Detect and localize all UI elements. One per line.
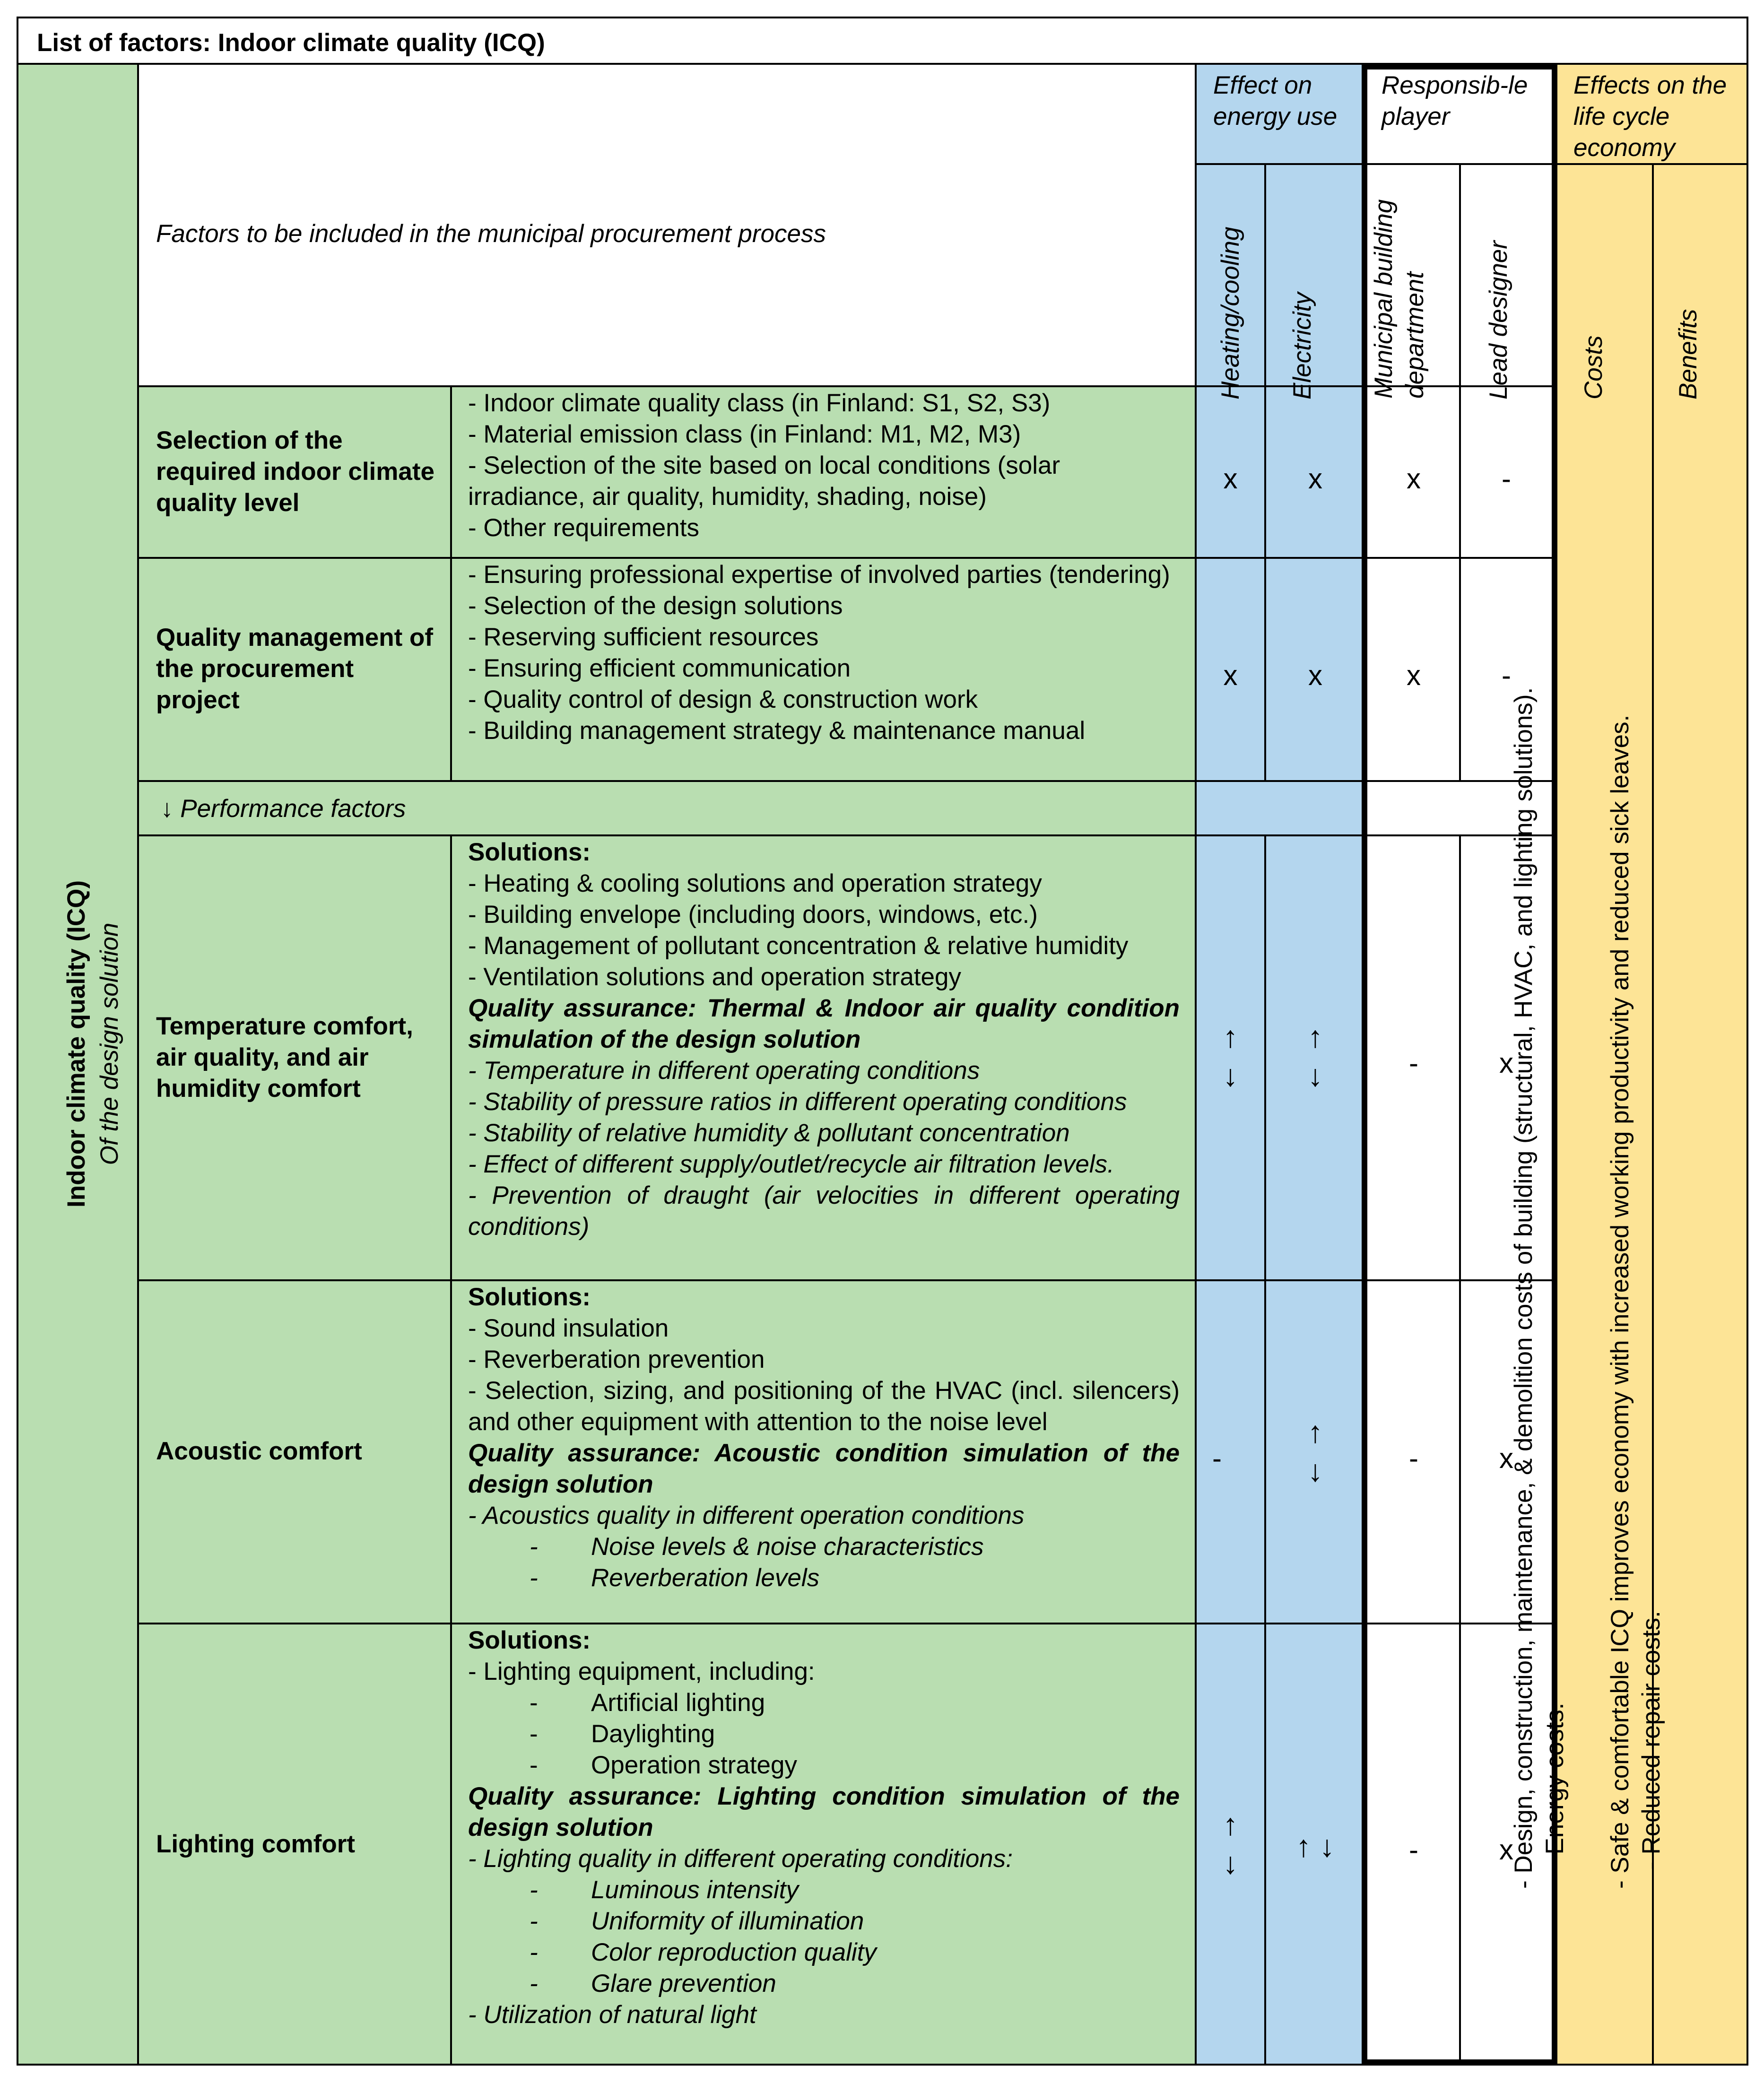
economy-costs-text: - Design, construction, maintenance, & demolition costs of building (structural, HVAC, and lighting solutions). - Energy costs. [1510,687,1569,1889]
mark-r5-designer: x [1499,1834,1513,1866]
mark-r5-electricity: ↑ ↓ [1296,1829,1335,1863]
economy-group-header: Effects on the life cycle economy [1573,71,1727,162]
mark-r3-designer: x [1499,1047,1513,1079]
energy-group-header: Effect on energy use [1213,71,1338,130]
side-label-sub: Of the design solution [96,922,123,1165]
mark-r4-heating: - [1212,1442,1222,1474]
row-items-icq-level: - Indoor climate quality class (in Finland: S1, S2, S3) - Material emission class (in Finland: M1, M2, M3) - Selection of the site based on local conditions (solar irradiance, air quality, humidity, shading, noise) - Other requirements [468,389,1060,542]
mark-r2-heating: x [1223,660,1238,691]
col-lead-designer: Lead designer [1485,241,1512,399]
row-items-temperature-comfort: Solutions: - Heating & cooling solutions and operation strategy - Building envelope (including doors, windows, etc.) - Management of pollutant concentration & relative humidity - Ventilation solutions and operation strategy Quality assurance: Thermal & Indoor air quality condition simulation of the design solution - Temperature in different operating conditions - Stability of pressure ratios in different operating conditions - Stability of relative humidity & pollutant concentration - Effect of different supply/outlet/recycle air filtration levels. - Prevention of draught (air velocities in different operating conditions) [468,838,1180,1241]
mark-r2-municipal: x [1407,660,1421,691]
mark-r2-electricity: x [1308,660,1322,691]
mark-r4-electricity: ↑ ↓ [1308,1415,1323,1488]
mark-r5-municipal: - [1409,1834,1418,1866]
col-electricity: Electricity [1288,292,1316,399]
col-heating-cooling: Heating/cooling [1217,226,1244,399]
row-name-lighting-comfort: Lighting comfort [156,1830,355,1858]
mark-r3-electricity: ↑ ↓ [1308,1020,1323,1093]
col-benefits: Benefits [1674,309,1702,399]
player-group-header: Responsib-le player [1382,71,1528,130]
mark-r4-municipal: - [1409,1442,1418,1474]
side-label-main: Indoor climate quality (ICQ) [62,880,90,1208]
row-name-icq-level: Selection of the required indoor climate quality level [156,426,435,517]
row-items-lighting-comfort: Solutions: - Lighting equipment, including: - Artificial lighting - Daylighting - Operation strategy Quality assurance: Lighting condition simulation of the design solution - Lighting quality in different operating conditions: - Luminous intensity - Uniformity of illumination - Color reproduction quality - Glare prevention - Utilization of natural light [468,1626,1180,2029]
factors-caption: Factors to be included in the municipal procurement process [156,220,826,248]
mark-r3-municipal: - [1409,1047,1418,1079]
mark-r1-heating: x [1223,463,1238,495]
mark-r2-designer: - [1502,660,1511,691]
row-items-quality-management: - Ensuring professional expertise of involved parties (tendering) - Selection of the design solutions - Reserving sufficient resources - Ensuring efficient communication - Quality control of design & construction work - Building management strategy & maintenance manual [468,561,1170,745]
table-title: List of factors: Indoor climate quality (ICQ) [37,29,545,57]
row-name-acoustic-comfort: Acoustic comfort [156,1437,362,1465]
row-name-quality-management: Quality management of the procurement project [156,624,434,714]
col-costs: Costs [1580,335,1608,399]
mark-r5-heating: ↑ ↓ [1223,1807,1238,1880]
mark-r1-designer: - [1502,463,1511,495]
row-name-temperature-comfort: Temperature comfort, air quality, and air humidity comfort [156,1012,413,1103]
mark-r4-designer: x [1499,1442,1513,1474]
mark-r1-electricity: x [1308,463,1322,495]
row-items-acoustic-comfort: Solutions: - Sound insulation - Reverberation prevention - Selection, sizing, and positioning of the HVAC (incl. silencers) and other equipment with attention to the noise level Quality assurance: Acoustic condition simulation of the design solution - Acoustics quality in different operation conditions - Noise levels & noise characteristics - Reverberation levels [468,1283,1180,1592]
performance-factors-label: ↓ Performance factors [161,795,406,823]
economy-benefits-text: - Safe & comfortable ICQ improves economy with increased working productivity and reduced sick leaves. - Reduced repair costs. [1606,714,1665,1889]
mark-r1-municipal: x [1407,463,1421,495]
mark-r3-heating: ↑ ↓ [1223,1020,1238,1093]
col-municipal-department: Municipal building department [1370,199,1429,399]
